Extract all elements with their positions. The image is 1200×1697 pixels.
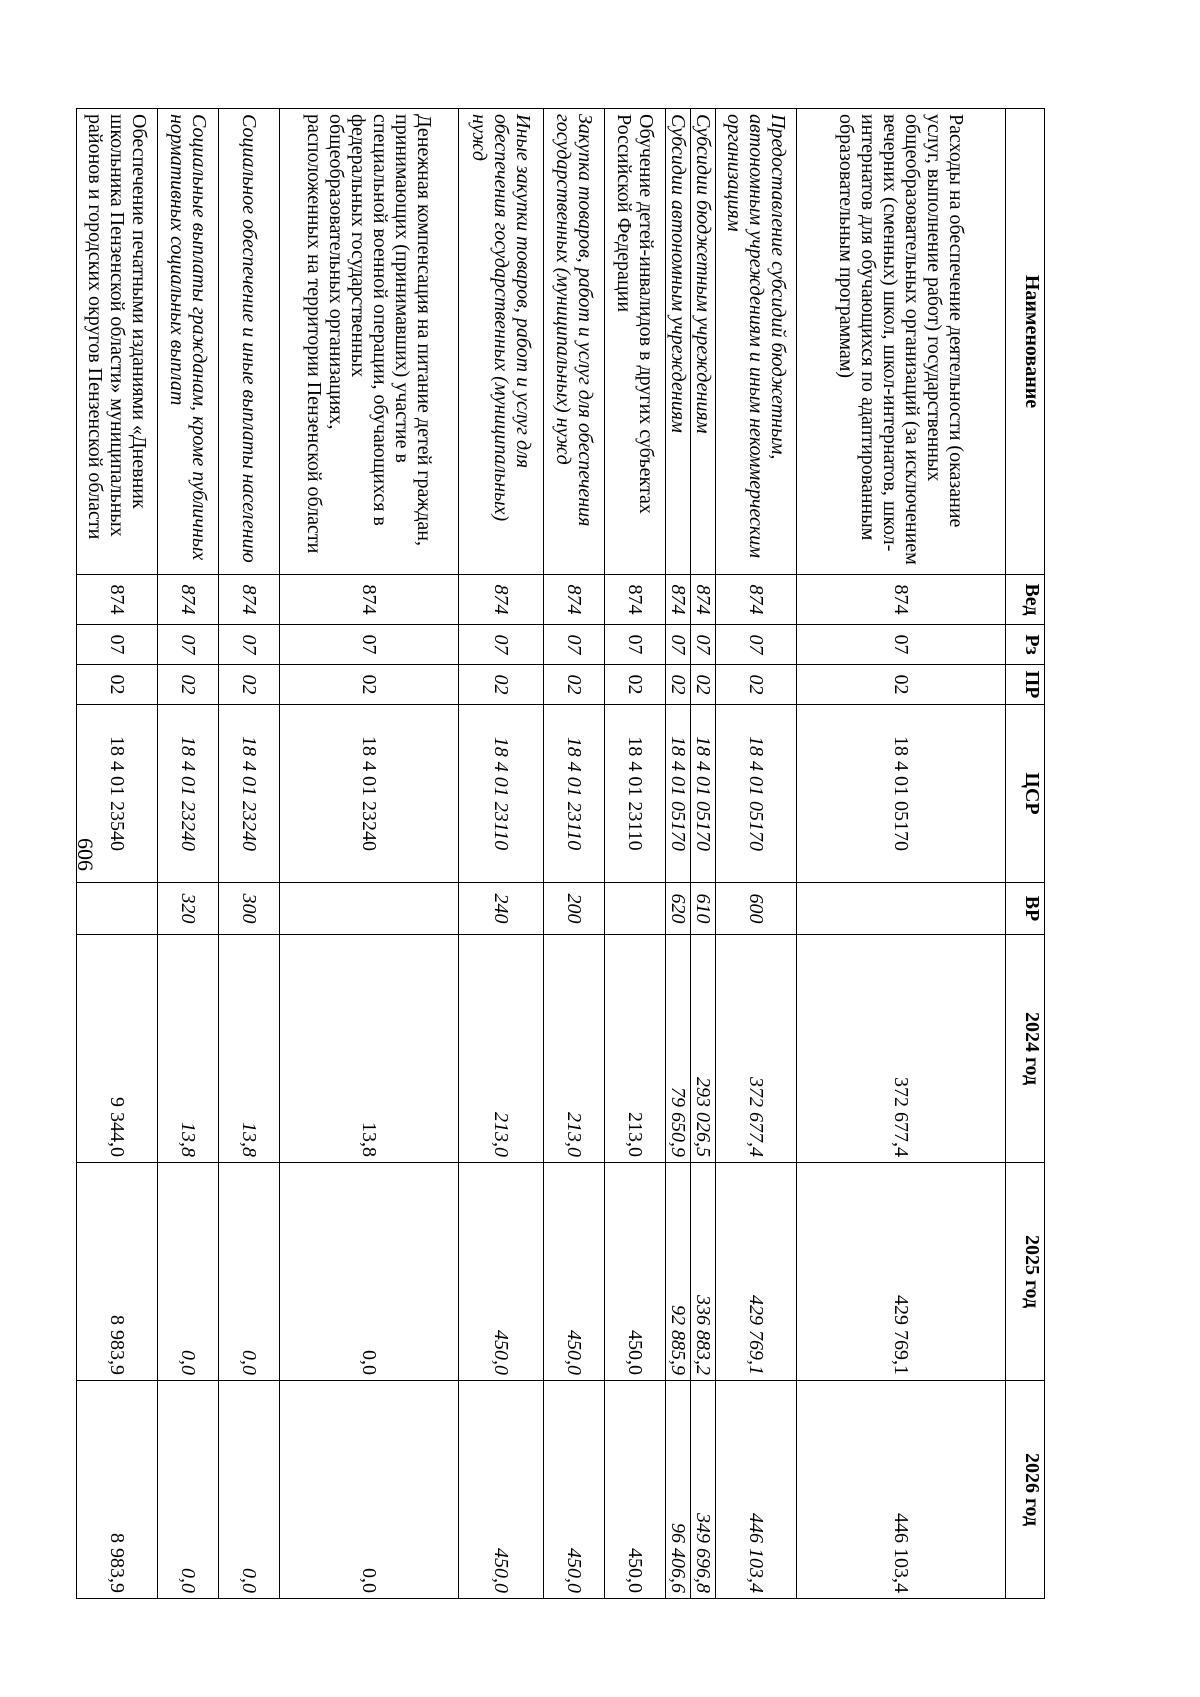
cell-csr: 18 4 01 23110 [459, 705, 544, 883]
table-row [666, 109, 691, 1599]
cell-ved: 874 [605, 575, 666, 625]
cell-2025: 92 885,9 [666, 1163, 691, 1381]
table-row [544, 109, 605, 1599]
cell-2024: 372 677,4 [716, 935, 797, 1163]
cell-2025: 429 769,1 [716, 1163, 797, 1381]
table-row [716, 109, 797, 1599]
cell-csr: 18 4 01 23110 [605, 705, 666, 883]
cell-name: Социальное обеспечение и иные выплаты населению [219, 109, 280, 575]
table-header-row [1006, 109, 1045, 1599]
cell-2025: 0,0 [158, 1163, 219, 1381]
cell-vr [77, 883, 158, 935]
cell-2025: 450,0 [605, 1163, 666, 1381]
cell-pr: 02 [716, 665, 797, 705]
cell-csr: 18 4 01 05170 [666, 705, 691, 883]
cell-ved: 874 [716, 575, 797, 625]
cell-ved: 874 [797, 575, 1006, 625]
cell-name: Субсидии бюджетным учреждениям [691, 109, 716, 575]
cell-pr: 02 [219, 665, 280, 705]
budget-table [76, 108, 1045, 1599]
cell-2025: 336 883,2 [691, 1163, 716, 1381]
cell-2024: 79 650,9 [666, 935, 691, 1163]
cell-2024: 9 344,0 [77, 935, 158, 1163]
cell-csr: 18 4 01 23240 [219, 705, 280, 883]
cell-2025: 450,0 [544, 1163, 605, 1381]
cell-rz: 07 [219, 625, 280, 665]
cell-vr: 300 [219, 883, 280, 935]
table-row [280, 109, 459, 1599]
cell-vr: 600 [716, 883, 797, 935]
header-2026: 2026 год [1006, 1381, 1045, 1599]
cell-2026: 450,0 [459, 1381, 544, 1599]
cell-csr: 18 4 01 23240 [280, 705, 459, 883]
cell-2024: 372 677,4 [797, 935, 1006, 1163]
cell-2026: 0,0 [280, 1381, 459, 1599]
cell-2026: 8 983,9 [77, 1381, 158, 1599]
header-rz: Рз [1006, 625, 1045, 665]
table-row [77, 109, 158, 1599]
cell-pr: 02 [544, 665, 605, 705]
cell-vr: 610 [691, 883, 716, 935]
cell-2024: 293 026,5 [691, 935, 716, 1163]
cell-ved: 874 [459, 575, 544, 625]
cell-2025: 0,0 [219, 1163, 280, 1381]
cell-2026: 450,0 [544, 1381, 605, 1599]
cell-name: Социальные выплаты гражданам, кроме публичных нормативных социальных выплат [158, 109, 219, 575]
cell-csr: 18 4 01 05170 [691, 705, 716, 883]
cell-name: Денежная компенсация на питание детей граждан, принимающих (принимавших) участие в специальной военной операции, обучающихся в федеральных государственных общеобразовательных организациях, расположенных на территории Пензенской области [280, 109, 459, 575]
cell-2024: 13,8 [158, 935, 219, 1163]
cell-2026: 0,0 [219, 1381, 280, 1599]
cell-2026: 446 103,4 [716, 1381, 797, 1599]
cell-rz: 07 [691, 625, 716, 665]
cell-ved: 874 [219, 575, 280, 625]
cell-vr: 200 [544, 883, 605, 935]
page-number: 606 [73, 838, 98, 871]
cell-pr: 02 [691, 665, 716, 705]
cell-rz: 07 [459, 625, 544, 665]
header-name: Наименование [1006, 109, 1045, 575]
cell-2026: 450,0 [605, 1381, 666, 1599]
cell-name: Предоставление субсидий бюджетным, автономным учреждениям и иным некоммерческим организациям [716, 109, 797, 575]
header-ved: Вед [1006, 575, 1045, 625]
header-pr: ПР [1006, 665, 1045, 705]
cell-ved: 874 [77, 575, 158, 625]
cell-ved: 874 [691, 575, 716, 625]
cell-2024: 213,0 [544, 935, 605, 1163]
cell-2025: 450,0 [459, 1163, 544, 1381]
cell-rz: 07 [666, 625, 691, 665]
cell-vr [797, 883, 1006, 935]
cell-2024: 13,8 [219, 935, 280, 1163]
cell-ved: 874 [280, 575, 459, 625]
header-vr: ВР [1006, 883, 1045, 935]
cell-2024: 13,8 [280, 935, 459, 1163]
table-row [219, 109, 280, 1599]
cell-vr: 240 [459, 883, 544, 935]
cell-2026: 349 696,8 [691, 1381, 716, 1599]
cell-name: Закупка товаров, работ и услуг для обеспечения государственных (муниципальных) нужд [544, 109, 605, 575]
cell-pr: 02 [77, 665, 158, 705]
cell-csr: 18 4 01 05170 [797, 705, 1006, 883]
cell-2025: 0,0 [280, 1163, 459, 1381]
cell-rz: 07 [77, 625, 158, 665]
table-row [797, 109, 1006, 1599]
cell-name: Обеспечение печатными изданиями «Дневник школьника Пензенской области» муниципальных районов и городских округов Пензенской области [77, 109, 158, 575]
cell-csr: 18 4 01 05170 [716, 705, 797, 883]
cell-pr: 02 [797, 665, 1006, 705]
cell-vr [605, 883, 666, 935]
header-2024: 2024 год [1006, 935, 1045, 1163]
cell-rz: 07 [280, 625, 459, 665]
cell-rz: 07 [544, 625, 605, 665]
cell-name: Субсидии автономным учреждениям [666, 109, 691, 575]
cell-2025: 8 983,9 [77, 1163, 158, 1381]
header-csr: ЦСР [1006, 705, 1045, 883]
cell-vr: 620 [666, 883, 691, 935]
cell-ved: 874 [158, 575, 219, 625]
cell-name: Обучение детей-инвалидов в других субъектах Российской Федерации [605, 109, 666, 575]
cell-rz: 07 [605, 625, 666, 665]
cell-ved: 874 [666, 575, 691, 625]
cell-pr: 02 [158, 665, 219, 705]
cell-csr: 18 4 01 23110 [544, 705, 605, 883]
cell-rz: 07 [158, 625, 219, 665]
cell-ved: 874 [544, 575, 605, 625]
cell-rz: 07 [716, 625, 797, 665]
cell-name: Иные закупки товаров, работ и услуг для обеспечения государственных (муниципальных) нужд [459, 109, 544, 575]
cell-name: Расходы на обеспечение деятельности (оказание услуг, выполнение работ) государственных общеобразовательных организаций (за исключением вечерних (сменных) школ, школ-интернатов, школ-интернатов для обучающихся по адаптированным образовательным программам) [797, 109, 1006, 575]
cell-2024: 213,0 [605, 935, 666, 1163]
cell-pr: 02 [605, 665, 666, 705]
cell-2025: 429 769,1 [797, 1163, 1006, 1381]
cell-vr: 320 [158, 883, 219, 935]
header-2025: 2025 год [1006, 1163, 1045, 1381]
table-row [691, 109, 716, 1599]
cell-2026: 0,0 [158, 1381, 219, 1599]
cell-csr: 18 4 01 23540 [77, 705, 158, 883]
cell-pr: 02 [666, 665, 691, 705]
cell-vr [280, 883, 459, 935]
table-row [158, 109, 219, 1599]
cell-2026: 446 103,4 [797, 1381, 1006, 1599]
cell-pr: 02 [459, 665, 544, 705]
cell-pr: 02 [280, 665, 459, 705]
cell-csr: 18 4 01 23240 [158, 705, 219, 883]
cell-2026: 96 406,6 [666, 1381, 691, 1599]
cell-2024: 213,0 [459, 935, 544, 1163]
table-row [605, 109, 666, 1599]
table-row [459, 109, 544, 1599]
cell-rz: 07 [797, 625, 1006, 665]
